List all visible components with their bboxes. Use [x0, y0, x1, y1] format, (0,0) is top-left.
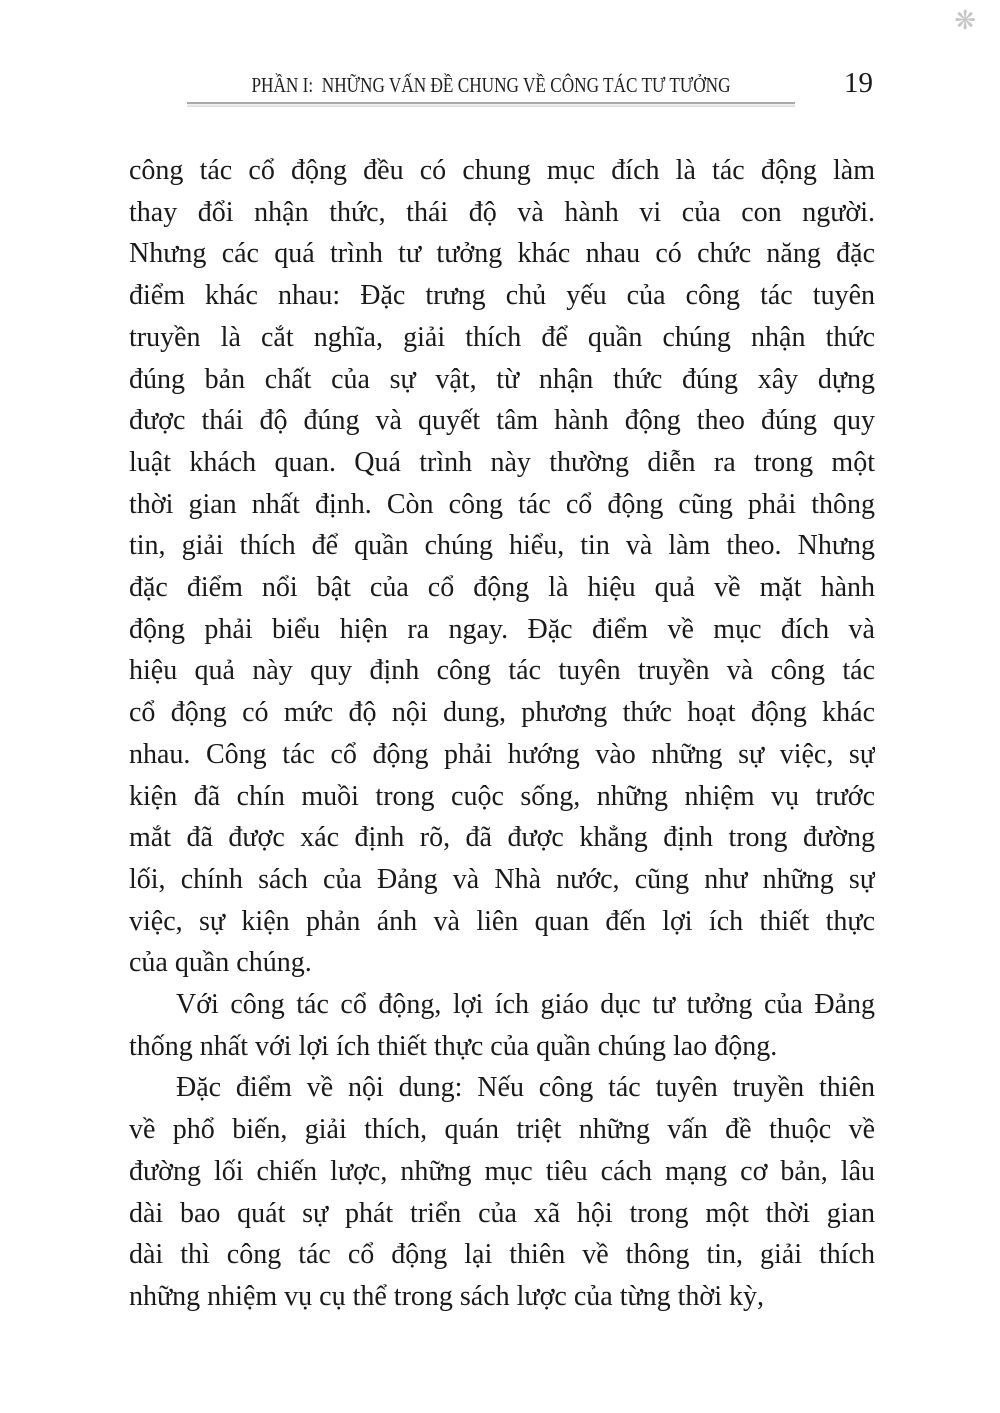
text-line: công tác cổ động đều có chung mục đích là tác động làm: [129, 155, 875, 186]
text-line: lối, chính sách của Đảng và Nhà nước, cũng như những sự: [129, 863, 875, 895]
text-line: Nhưng các quá trình tư tưởng khác nhau có chức năng đặc: [129, 238, 875, 270]
text-line: truyền là cắt nghĩa, giải thích để quần chúng nhận thức: [129, 321, 875, 353]
text-line: về phổ biến, giải thích, quán triệt những vấn đề thuộc về: [129, 1114, 875, 1146]
text-line: Đặc điểm về nội dung: Nếu công tác tuyên truyền thiên: [176, 1072, 875, 1104]
text-line: đặc điểm nổi bật của cổ động là hiệu quả về mặt hành: [129, 572, 875, 604]
text-line: nhau. Công tác cổ động phải hướng vào những sự việc, sự: [129, 738, 875, 770]
header-divider: [187, 102, 795, 107]
text-line: hiệu quả này quy định công tác tuyên truyền và công tác: [129, 655, 875, 687]
page-header: [129, 67, 875, 113]
text-line: tin, giải thích để quần chúng hiểu, tin và làm theo. Nhưng: [129, 530, 875, 562]
text-line: đúng bản chất của sự vật, từ nhận thức đúng xây dựng: [129, 363, 875, 395]
flower-asterisk-icon: ❋: [954, 6, 976, 35]
body-text: [129, 150, 875, 1318]
text-line: kiện đã chín muồi trong cuộc sống, những nhiệm vụ trước: [129, 780, 875, 812]
text-line: của quần chúng.: [129, 947, 312, 979]
text-line: thời gian nhất định. Còn công tác cổ động cũng phải thông: [129, 488, 875, 520]
text-line: cổ động có mức độ nội dung, phương thức hoạt động khác: [129, 697, 875, 729]
text-line: dài thì công tác cổ động lại thiên về thông tin, giải thích: [129, 1239, 875, 1271]
text-line: Với công tác cổ động, lợi ích giáo dục tư tưởng của Đảng: [176, 989, 875, 1021]
text-line: dài bao quát sự phát triển của xã hội trong một thời gian: [129, 1197, 875, 1229]
text-line: việc, sự kiện phản ánh và liên quan đến lợi ích thiết thực: [129, 905, 875, 937]
text-line: những nhiệm vụ cụ thể trong sách lược của từng thời kỳ,: [129, 1280, 765, 1312]
text-line: thay đổi nhận thức, thái độ và hành vi của con người.: [129, 196, 875, 228]
section-title: PHẦN I: NHỮNG VẤN ĐỀ CHUNG VỀ CÔNG TÁC TƯ TƯỞNG: [251, 73, 731, 97]
text-line: thống nhất với lợi ích thiết thực của quần chúng lao động.: [129, 1030, 778, 1062]
text-line: điểm khác nhau: Đặc trưng chủ yếu của công tác tuyên: [129, 280, 875, 312]
page-number: 19: [844, 67, 873, 99]
text-line: mắt đã được xác định rõ, đã được khẳng định trong đường: [129, 822, 875, 854]
text-line: luật khách quan. Quá trình này thường diễn ra trong một: [129, 446, 875, 478]
text-line: được thái độ đúng và quyết tâm hành động theo đúng quy: [129, 405, 875, 437]
text-line: động phải biểu hiện ra ngay. Đặc điểm về mục đích và: [129, 613, 875, 645]
text-line: đường lối chiến lược, những mục tiêu cách mạng cơ bản, lâu: [129, 1155, 875, 1187]
